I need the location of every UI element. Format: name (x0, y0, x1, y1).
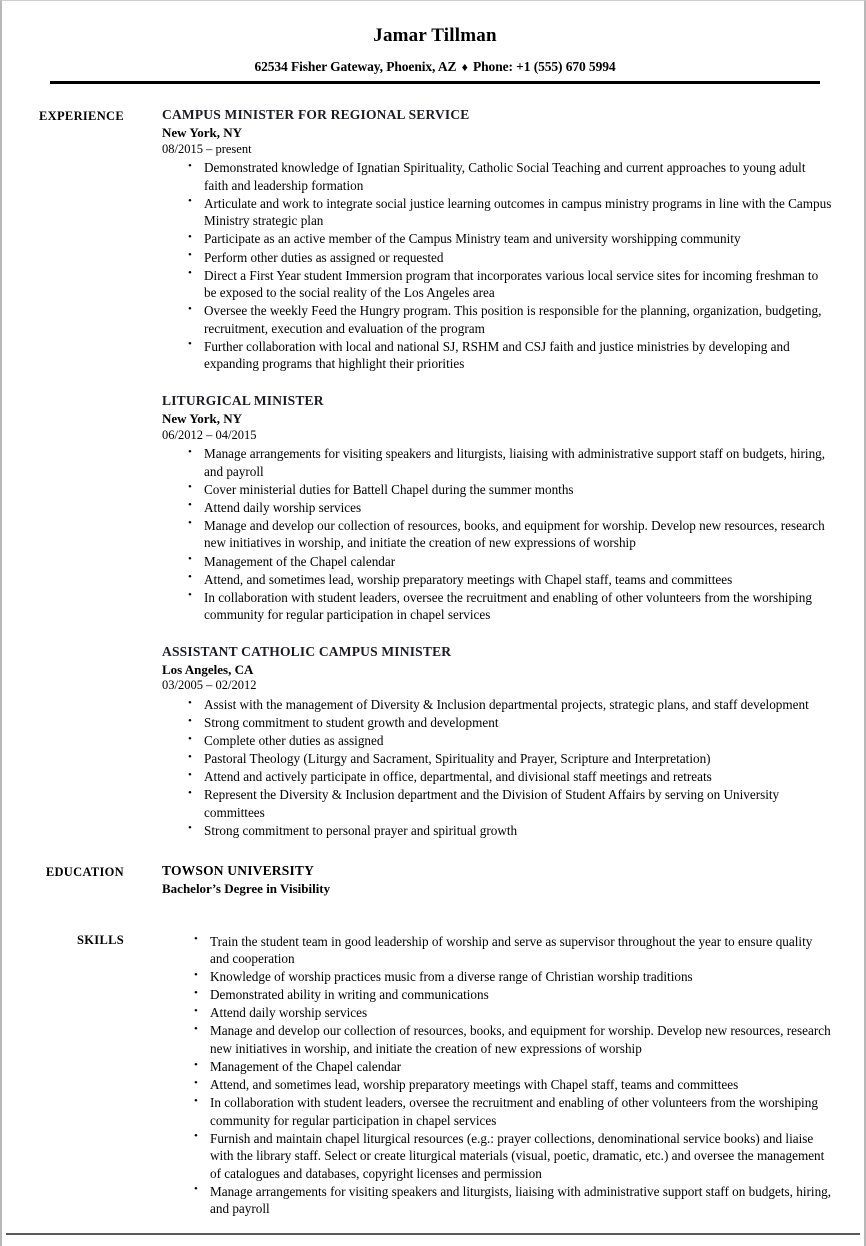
skill-bullet: • Knowledge of worship practices music from a diverse range of Christian worship traditions (192, 968, 832, 986)
skills-body (124, 931, 866, 1219)
skill-bullet: • Management of the Chapel calendar (192, 1058, 832, 1076)
education-list (124, 863, 866, 898)
job-bullet: • Manage and develop our collection of resources, books, and equipment for worship. Develop new resources, research new initiatives in worship, and initiate the creation of new expressions of worship (186, 517, 832, 552)
experience-item (162, 107, 832, 373)
skill-bullet: • Furnish and maintain chapel liturgical resources (e.g.: prayer collections, denominational service books) and liaise with the library staff. Select or create liturgical materials (visual, poetic, dramatic, etc.) and oversee the management of catalogues and databases, copyright licenses and permission (192, 1130, 832, 1183)
diamond-separator-icon: ♦ (461, 59, 468, 74)
header-divider (50, 81, 820, 84)
job-title: LITURGICAL MINISTER (162, 392, 324, 408)
job-bullet: • Oversee the weekly Feed the Hungry program. This position is responsible for the planning, organization, budgeting, recruitment, execution and evaluation of the program (186, 302, 832, 337)
job-bullet-list (162, 159, 832, 373)
section-education (2, 863, 866, 898)
section-label-education: EDUCATION (45, 864, 124, 879)
job-bullet: • Attend and actively participate in office, departmental, and divisional staff meetings and retreats (186, 768, 832, 786)
experience-item (162, 644, 832, 840)
skill-bullet: • Manage and develop our collection of resources, books, and equipment for worship. Develop new resources, research new initiatives in worship, and initiate the creation of new expressions of worship (192, 1022, 832, 1057)
job-bullet: • Manage arrangements for visiting speakers and liturgists, liaising with administrative support staff on budgets, hiring, and payroll (186, 445, 832, 480)
candidate-address: 62534 Fisher Gateway, Phoenix, AZ (254, 58, 457, 74)
section-label-skills: SKILLS (77, 932, 124, 947)
candidate-contact-line (2, 59, 866, 75)
job-bullet: • Management of the Chapel calendar (186, 553, 832, 571)
job-bullet: • Demonstrated knowledge of Ignatian Spirituality, Catholic Social Teaching and current approaches to young adult faith and leadership formation (186, 159, 832, 194)
job-bullet: • Attend daily worship services (186, 499, 832, 517)
section-skills (2, 931, 866, 1219)
job-bullet: • Pastoral Theology (Liturgy and Sacrament, Spirituality and Prayer, Scripture and Interpretation) (186, 750, 832, 768)
candidate-phone: Phone: +1 (555) 670 5994 (473, 58, 616, 74)
job-bullet: • Complete other duties as assigned (186, 732, 832, 750)
job-bullet: • Further collaboration with local and national SJ, RSHM and CSJ faith and justice ministries by developing and expanding programs that highlight their priorities (186, 338, 832, 373)
education-school: TOWSON UNIVERSITY (162, 862, 315, 878)
education-degree: Bachelor’s Degree in Visibility (162, 880, 331, 896)
candidate-name: Jamar Tillman (373, 25, 497, 46)
job-location: Los Angeles, CA (162, 661, 254, 677)
job-bullet: • Strong commitment to student growth and development (186, 714, 832, 732)
experience-item (162, 393, 832, 624)
resume-header (2, 1, 866, 84)
resume-content (2, 1, 866, 1218)
skill-bullet: • Manage arrangements for visiting speakers and liturgists, liaising with administrative support staff on budgets, hiring, and payroll (192, 1183, 832, 1218)
job-dates: 03/2005 – 02/2012 (162, 678, 257, 693)
skill-bullet: • In collaboration with student leaders, oversee the recruitment and enabling of other volunteers from the worshiping community for regular participation in chapel services (192, 1094, 832, 1129)
skill-bullet: • Train the student team in good leadership of worship and serve as supervisor throughout the year to ensure quality and cooperation (192, 933, 832, 968)
job-bullet: • Assist with the management of Diversity & Inclusion departmental projects, strategic plans, and staff development (186, 696, 832, 714)
job-title: ASSISTANT CATHOLIC CAMPUS MINISTER (162, 643, 452, 659)
job-bullet: • In collaboration with student leaders, oversee the recruitment and enabling of other volunteers from the worshiping community for regular participation in chapel services (186, 589, 832, 624)
skill-bullet: • Attend daily worship services (192, 1004, 832, 1022)
job-dates: 06/2012 – 04/2015 (162, 427, 257, 442)
job-bullet: • Articulate and work to integrate social justice learning outcomes in campus ministry programs in line with the Campus Ministry strategic plan (186, 195, 832, 230)
job-bullet-list (162, 696, 832, 839)
experience-list (124, 107, 866, 840)
job-bullet: • Direct a First Year student Immersion program that incorporates various local service sites for incoming freshman to be exposed to the social reality of the Los Angeles area (186, 267, 832, 302)
skills-bullet-list (162, 933, 832, 1218)
education-item (162, 863, 832, 898)
section-experience (2, 107, 866, 840)
job-bullet: • Cover ministerial duties for Battell Chapel during the summer months (186, 481, 832, 499)
job-dates: 08/2015 – present (162, 141, 252, 156)
job-bullet: • Participate as an active member of the Campus Ministry team and university worshipping community (186, 230, 832, 248)
section-label-experience: EXPERIENCE (39, 108, 124, 123)
job-bullet-list (162, 445, 832, 623)
job-location: New York, NY (162, 124, 243, 140)
job-title: CAMPUS MINISTER FOR REGIONAL SERVICE (162, 106, 470, 122)
job-bullet: • Perform other duties as assigned or requested (186, 249, 832, 267)
skill-bullet: • Attend, and sometimes lead, worship preparatory meetings with Chapel staff, teams and committees (192, 1076, 832, 1094)
footer-divider (6, 1233, 860, 1235)
job-location: New York, NY (162, 410, 243, 426)
skill-bullet: • Demonstrated ability in writing and communications (192, 986, 832, 1004)
job-bullet: • Strong commitment to personal prayer and spiritual growth (186, 822, 832, 840)
job-bullet: • Attend, and sometimes lead, worship preparatory meetings with Chapel staff, teams and committees (186, 571, 832, 589)
job-bullet: • Represent the Diversity & Inclusion department and the Division of Student Affairs by serving on University committees (186, 786, 832, 821)
